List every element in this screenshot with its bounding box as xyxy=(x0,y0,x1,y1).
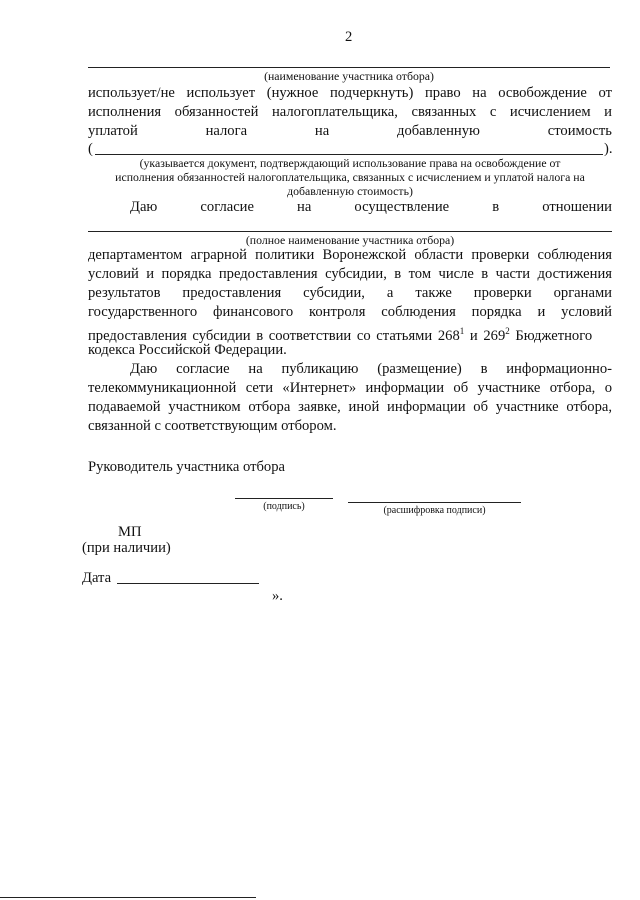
stamp-note: (при наличии) xyxy=(82,540,171,556)
full-name-caption: (полное наименование участника отбора) xyxy=(245,233,455,247)
text-line: департаментом аграрной политики Воронежской области проверки соблюдения xyxy=(88,247,612,263)
consent-line-words: Даю согласие на осуществление в отношении xyxy=(130,199,612,215)
text-line: подаваемой участником отбора заявке, иной информации об участнике отбора, xyxy=(88,399,612,415)
text-line-words: уплатой налога на добавленную стоимость xyxy=(88,123,612,139)
text-line: использует/не использует (нужное подчеркнуть) право на освобождение от xyxy=(88,85,612,101)
stamp-label: МП xyxy=(118,524,142,540)
page-number: 2 xyxy=(345,29,353,45)
document-caption: добавленную стоимость) xyxy=(287,184,413,198)
head-label: Руководитель участника отбора xyxy=(88,459,285,475)
text-line: государственного финансового контроля соблюдения порядка и условий xyxy=(88,304,612,320)
participant-name-line xyxy=(88,67,610,68)
date-line xyxy=(117,583,259,584)
document-caption: исполнения обязанностей налогоплательщика, связанных с исчислением и уплатой налога на xyxy=(115,170,585,184)
text-line: условий и порядка предоставления субсидии, в том числе в части достижения xyxy=(88,266,612,282)
close-paren: ). xyxy=(604,141,613,157)
decoding-caption: (расшифровка подписи) xyxy=(383,505,486,516)
text-line: кодекса Российской Федерации. xyxy=(88,342,287,358)
decoding-line xyxy=(348,502,521,503)
text-line: результатов предоставления субсидии, а также проверки органами xyxy=(88,285,612,301)
footer-rule xyxy=(0,897,256,898)
signature-line xyxy=(235,498,333,499)
text-line: Даю согласие на публикацию (размещение) в информационно- xyxy=(130,361,612,377)
text-line-articles: предоставления субсидии в соответствии со статьями $268^1$ и $269^2$ Бюджетного xyxy=(88,326,593,344)
closing-quote: ». xyxy=(272,588,283,604)
text-line: исполнения обязанностей налогоплательщика, связанных с исчислением и xyxy=(88,104,612,120)
signature-caption: (подпись) xyxy=(263,501,305,512)
text-line: телекоммуникационной сети «Интернет» информации об участнике отбора, о xyxy=(88,380,612,396)
full-name-line xyxy=(88,231,612,232)
document-line xyxy=(95,154,603,155)
document-caption: (указывается документ, подтверждающий использование права на освобождение от xyxy=(139,156,561,170)
participant-name-caption: (наименование участника отбора) xyxy=(264,69,434,83)
date-label: Дата xyxy=(82,570,112,586)
text-line: связанной с соответствующим отбором. xyxy=(88,418,337,434)
open-paren: ( xyxy=(88,141,93,157)
